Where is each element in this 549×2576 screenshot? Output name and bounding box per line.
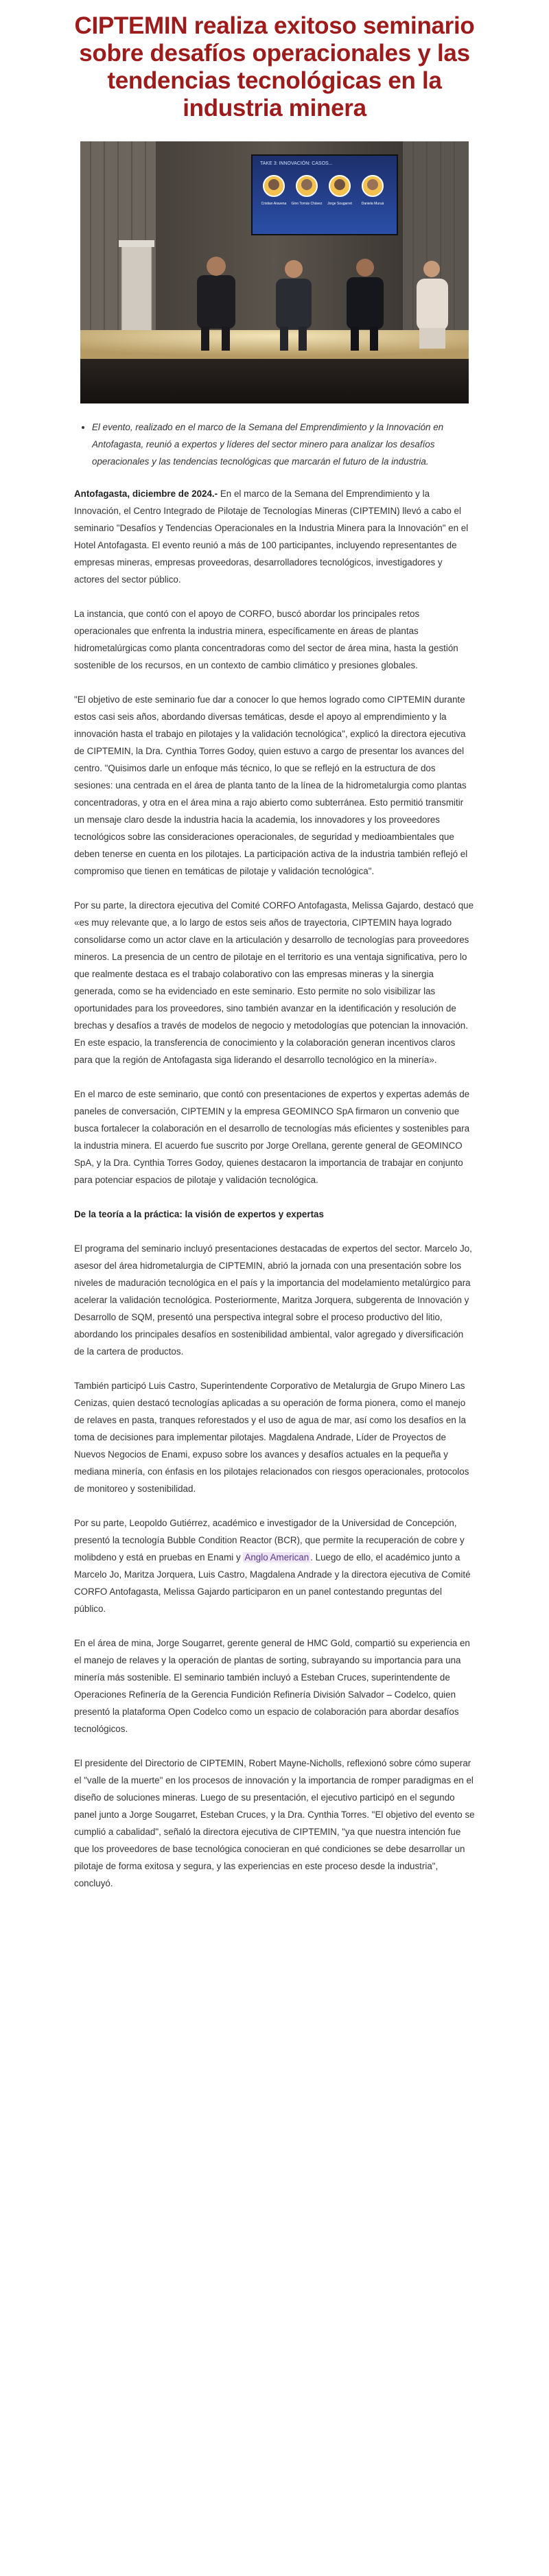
- photo-caption-list: [74, 419, 475, 470]
- paragraph-1: [74, 485, 475, 588]
- paragraph-8: [74, 1514, 475, 1617]
- screen-text: TAKE 3: INNOVACIÓN: CASOS...: [260, 161, 333, 166]
- paragraph-5: En el marco de este seminario, que contó con presentaciones de expertos y expertas además de paneles de conversación, CIPTEMIN y la empresa GEOMINCO SpA firmaron un convenio que busca fortalecer la colaboración en el desarrollo de tecnologías más eficientes y sostenibles para la industria minera. El acuerdo fue suscrito por Jorge Orellana, gerente general de GEOMINCO SpA, y la Dra. Cynthia Torres Godoy, quienes destacaron la importancia de trabajar en conjunto para potenciar espacios de pilotaje y validación tecnológica.: [74, 1089, 470, 1185]
- article-title: CIPTEMIN realiza exitoso seminario sobre desafíos operacionales y las tendencias tecnológicas en la industria minera: [74, 12, 475, 121]
- paragraph-6: El programa del seminario incluyó presentaciones destacadas de expertos del sector. Marcelo Jo, asesor del área hidrometalurgia de CIPTEMIN, abrió la jornada con una presentación sobre los niveles de maduración tecnológica en el país y la importancia del modelamiento metalúrgico para acelerar la validación tecnológica. Posteriormente, Maritza Jorquera, subgerenta de Innovación y Desarrollo de SQM, presentó una perspectiva integral sobre el proceso productivo del litio, abordando los principales desafíos en sostenibilidad ambiental, valor agregado y diversificación de la cartera de productos.: [74, 1243, 472, 1357]
- article: [74, 0, 475, 1892]
- section-subheading: De la teoría a la práctica: la visión de expertos y expertas: [74, 1209, 324, 1219]
- photo-caption: • El evento, realizado en el marco de la Semana del Emprendimiento y la Innovación en Antofagasta, reunió a expertos y líderes del sector minero para analizar los desafíos operacionales y las tendencias tecnológicas que marcarán el futuro de la industria.: [92, 419, 475, 470]
- panelist-name-2: Gino Tomás Chávez: [291, 202, 323, 206]
- paragraph-2: La instancia, que contó con el apoyo de CORFO, buscó abordar los principales retos operacionales que enfrenta la industria minera, específicamente en áreas de plantas hidrometalúrgicas como planta concentradoras como del sector de área mina, hasta la gestión sostenible de los recursos, en un contexto de cambio climático y presiones globales.: [74, 609, 458, 670]
- paragraph-1-text: En el marco de la Semana del Emprendimiento y la Innovación, el Centro Integrado de Pilotaje de Tecnologías Mineras (CIPTEMIN) llevó a cabo el seminario "Desafíos y Tendencias Operacionales en la Industria Minera para la Innovación" en el Hotel Antofagasta. El evento reunió a más de 100 participantes, incluyendo representantes de empresas mineras, empresas proveedoras, desarrolladores tecnológicos, investigadores y actores del sector público.: [74, 489, 469, 585]
- panelist-name-4: Daniela Muruá: [361, 202, 384, 206]
- paragraph-4: Por su parte, la directora ejecutiva del Comité CORFO Antofagasta, Melissa Gajardo, destacó que «es muy relevante que, a lo largo de estos seis años de trayectoria, CIPTEMIN haya logrado consolidarse como un actor clave en la articulación y desarrollo de tecnologías para proveedores mineros. La presencia de un centro de pilotaje en el territorio es una ventaja significativa, pero lo que realmente destaca es el trabajo colaborativo con las empresas mineras y la sinergia generada, como se ha evidenciado en este seminario. Esto permite no solo visibilizar las oportunidades para los proveedores, sino también avanzar en la identificación y resolución de brechas y desafíos a través de modelos de negocio y metodologías que potencian la innovación. En este espacio, la transferencia de conocimiento y la colaboración generan incentivos claros para que la región de Antofagasta siga liderando el desarrollo tecnológico en la minería».: [74, 900, 474, 1065]
- paragraph-10: El presidente del Directorio de CIPTEMIN, Robert Mayne-Nicholls, reflexionó sobre cómo superar el "valle de la muerte" en los procesos de innovación y la importancia de romper paradigmas en el diseño de soluciones mineras. Luego de su presentación, el ejecutivo participó en el segundo panel junto a Jorge Sougarret, Esteban Cruces, y la Dra. Cynthia Torres. "El objetivo del evento se cumplió a cabalidad", señaló la directora ejecutiva de CIPTEMIN, "ya que nuestra intención fue que los proveedores de base tecnológica conocieran en qué condiciones se debe desarrollar un pilotaje de forma exitosa y segura, y las experiencias en este proceso desde la industria", concluyó.: [74, 1758, 475, 1888]
- event-photo: [80, 141, 469, 403]
- paragraph-8-text-a: Por su parte, Leopoldo Gutiérrez, académico e investigador de la Universidad de Concepción, presentó la tecnología Bubble Condition Reactor (BCR), que permite la recuperación de cobre y molibdeno y está en pruebas en Enami y: [74, 1518, 465, 1562]
- panelist-name-3: Jorge Sougarret: [327, 202, 352, 206]
- paragraph-3: "El objetivo de este seminario fue dar a conocer lo que hemos logrado como CIPTEMIN durante estos casi seis años, abordando diversas temáticas, desde el apoyo al emprendimiento y la innovación hasta el trabajo en pilotajes y la validación tecnológica", explicó la directora ejecutiva de CIPTEMIN, la Dra. Cynthia Torres Godoy, quien estuvo a cargo de presentar los avances del centro. "Quisimos darle un enfoque más técnico, lo que se reflejó en la estructura de dos sesiones: una centrada en el área de planta tanto de la línea de la hidrometalurgia como plantas concentradoras, y otra en el área mina a rajo abierto como subterránea. Esto permitió transmitir un mensaje claro desde la industria hacia la academia, los innovadores y los proveedores tecnológicos sobre las consideraciones operacionales, de seguridad y medioambientales que deben tenerse en cuenta en los pilotajes. La participación activa de la industria también reflejó el compromiso que tienen en temáticas de pilotaje y validación tecnológica".: [74, 694, 468, 876]
- anglo-american-link[interactable]: Anglo American: [244, 1552, 309, 1562]
- paragraph-8-text-b: . Luego de ello, el académico junto a Marcelo Jo, Maritza Jorquera, Luis Castro, Magdalena Andrade y la directora ejecutiva de Comité CORFO Antofagasta, Melissa Gajardo participaron en un panel contestando preguntas del público.: [74, 1552, 471, 1614]
- panelist-name-1: Cristian Aravena: [261, 202, 287, 206]
- dateline: Antofagasta, diciembre de 2024.-: [74, 489, 218, 499]
- paragraph-9: En el área de mina, Jorge Sougarret, gerente general de HMC Gold, compartió su experiencia en el manejo de relaves y la operación de plantas de sorting, subrayando su importancia para una minería más sostenible. El seminario también incluyó a Esteban Cruces, superintendente de Operaciones Refinería de la Gerencia Fundición Refinería División Salvador – Codelco, quien presentó la plataforma Open Codelco como un espacio de colaboración para abordar desafíos tecnológicos.: [74, 1638, 470, 1734]
- paragraph-7: También participó Luis Castro, Superintendente Corporativo de Metalurgia de Grupo Minero Las Cenizas, quien destacó tecnologías aplicadas a su operación de forma pionera, como el manejo de relaves en pasta, tranques reforestados y el uso de agua de mar, así como los desafíos en la toma de decisiones para implementar pilotajes. Magdalena Andrade, Líder de Proyectos de Nuevos Negocios de Enami, expuso sobre los avances y desafíos actuales en la pequeña y mediana minería, con énfasis en los pilotajes relacionados con riesgos operacionales, protocolos de monitoreo y sostenibilidad.: [74, 1381, 469, 1494]
